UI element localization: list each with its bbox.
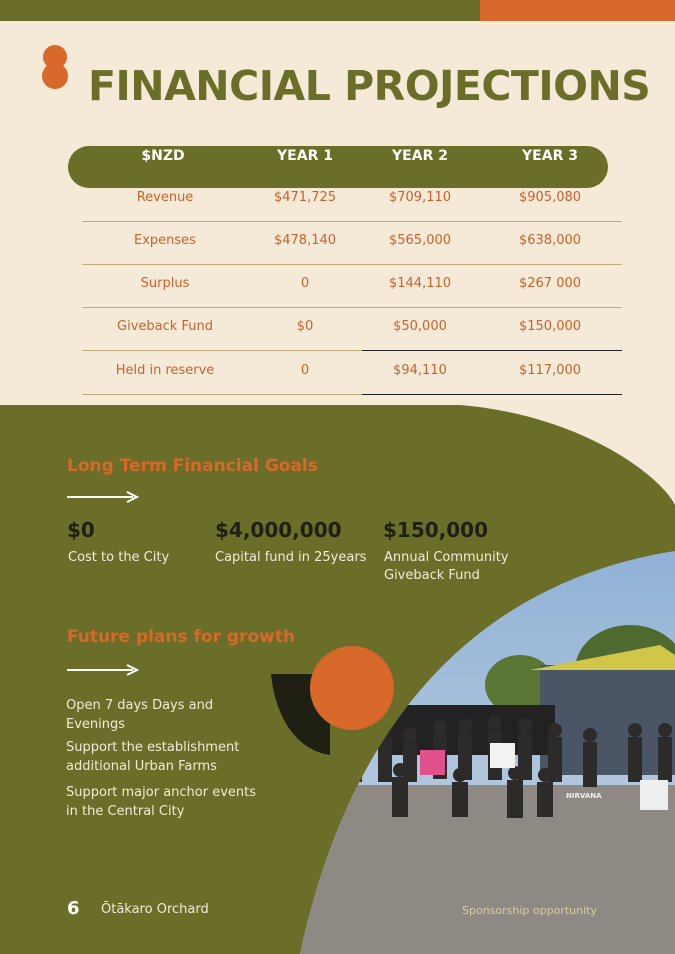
table-cell: $709,110 <box>388 190 452 205</box>
photo-shirt-text: NIRVANA <box>566 792 602 800</box>
plan-item: Open 7 days Days and <box>66 698 214 713</box>
table-cell: $905,080 <box>518 190 582 205</box>
stat-label: Capital fund in 25years <box>215 550 367 565</box>
table-cell: Expenses <box>134 233 196 248</box>
plan-item: Support major anchor events <box>66 785 257 800</box>
table-cell: Giveback Fund <box>117 319 213 334</box>
plan-item: Support the establishment <box>66 740 240 755</box>
page-title: FINANCIAL PROJECTIONS <box>88 62 651 110</box>
table-header-year3: YEAR 3 <box>522 148 578 164</box>
decorative-blob-icon <box>41 45 69 89</box>
table-cell: $638,000 <box>518 233 582 248</box>
table-cell: $94,110 <box>393 363 447 378</box>
table-cell: $117,000 <box>518 363 582 378</box>
growth-heading: Future plans for growth <box>67 627 296 647</box>
table-cell: Surplus <box>140 276 190 291</box>
arrow-right-icon <box>67 491 139 503</box>
table-cell: $0 <box>296 319 314 334</box>
table-cell: $471,725 <box>273 190 337 205</box>
stat-value: $150,000 <box>383 518 489 542</box>
table-cell: $50,000 <box>393 319 447 334</box>
table-cell: $565,000 <box>388 233 452 248</box>
table-header-year2: YEAR 2 <box>392 148 448 164</box>
table-header-year1: YEAR 1 <box>277 148 333 164</box>
stat-value: $0 <box>67 518 95 542</box>
footer-note: Sponsorship opportunity <box>462 904 597 917</box>
stat-label: Annual Community <box>384 550 509 565</box>
table-cell: $478,140 <box>273 233 337 248</box>
row-divider <box>82 221 622 222</box>
top-bar-orange <box>480 0 675 21</box>
row-divider <box>362 350 622 351</box>
olive-background-with-photo <box>0 405 675 954</box>
row-divider <box>82 394 362 395</box>
table-cell: 0 <box>300 276 310 291</box>
arrow-right-icon <box>67 664 139 676</box>
top-bar-olive <box>0 0 480 21</box>
table-cell: $150,000 <box>518 319 582 334</box>
table-cell: 0 <box>300 363 310 378</box>
row-divider <box>82 350 362 351</box>
goals-heading: Long Term Financial Goals <box>67 456 318 476</box>
plan-item: in the Central City <box>66 804 185 819</box>
table-cell: Revenue <box>136 190 194 205</box>
row-divider <box>82 307 622 308</box>
stat-value: $4,000,000 <box>215 518 342 542</box>
page-number: 6 <box>67 898 80 919</box>
row-divider <box>362 394 622 395</box>
table-header-label: $NZD <box>141 148 185 164</box>
footer-org: Ōtākaro Orchard <box>101 902 209 917</box>
row-divider <box>82 264 622 265</box>
plan-item: Evenings <box>66 717 126 732</box>
table-cell: $144,110 <box>388 276 452 291</box>
plan-item: additional Urban Farms <box>66 759 217 774</box>
stat-label: Giveback Fund <box>384 568 480 583</box>
table-cell: $267 000 <box>518 276 582 291</box>
stat-label: Cost to the City <box>68 550 170 565</box>
table-cell: Held in reserve <box>115 363 215 378</box>
